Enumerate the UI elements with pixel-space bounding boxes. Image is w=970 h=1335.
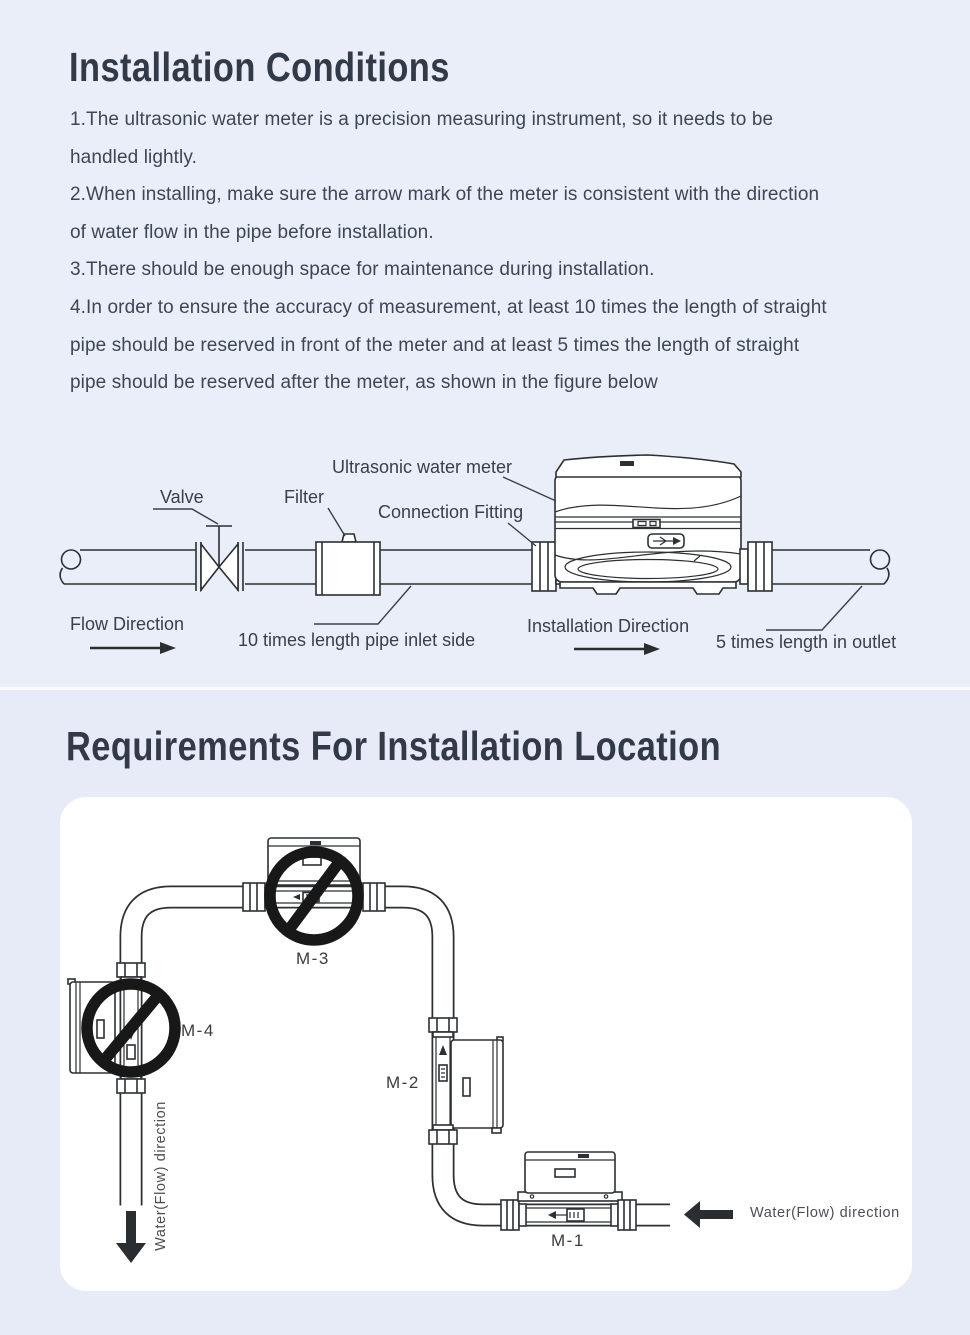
conditions-list xyxy=(70,101,920,402)
meter-m2 xyxy=(429,1018,503,1144)
water-flow-left-label: Water(Flow) direction xyxy=(750,1205,900,1221)
left-arrow-icon xyxy=(684,1201,733,1228)
installation-location-section xyxy=(0,690,970,1335)
valve-icon xyxy=(196,526,243,591)
installation-direction-label: Installation Direction xyxy=(527,616,690,636)
installation-location-title: Requirements For Installation Location xyxy=(66,723,722,769)
m4-label: M-4 xyxy=(181,1021,215,1040)
connection-fitting-right xyxy=(740,542,772,591)
installation-right-arrow-icon xyxy=(574,643,660,655)
meter-m1 xyxy=(501,1152,636,1230)
valve-label: Valve xyxy=(160,487,204,507)
filter-icon xyxy=(316,534,380,595)
filter-label: Filter xyxy=(284,487,324,507)
connection-fitting-label: Connection Fitting xyxy=(378,502,524,522)
outlet-length-label: 5 times length in outlet xyxy=(716,632,897,652)
m2-label: M-2 xyxy=(386,1073,420,1092)
condition-item-1: 1.The ultrasonic water meter is a precision measuring instrument, so it needs to be handled lightly. xyxy=(70,109,774,168)
m1-label: M-1 xyxy=(551,1231,585,1250)
installation-conditions-title: Installation Conditions xyxy=(69,44,450,90)
ultrasonic-water-meter-label: Ultrasonic water meter xyxy=(332,457,513,477)
water-meter-icon xyxy=(555,455,741,594)
pipeline-diagram xyxy=(0,430,970,686)
down-arrow-icon xyxy=(116,1211,146,1263)
installation-location-card xyxy=(60,797,912,1291)
m3-label: M-3 xyxy=(296,949,330,968)
condition-item-2: 2.When installing, make sure the arrow mark of the meter is consistent with the direction of water flow in the pipe before installation. xyxy=(70,184,820,243)
condition-item-3: 3.There should be enough space for maintenance during installation. xyxy=(70,259,655,281)
inlet-length-label: 10 times length pipe inlet side xyxy=(238,630,476,650)
condition-item-4: 4.In order to ensure the accuracy of measurement, at least 10 times the length of straight pipe should be reserved in front of the meter and at least 5 times the length of straight pipe should be reserved after the meter, as shown in the figure below xyxy=(70,296,827,394)
flow-direction-label: Flow Direction xyxy=(70,614,185,634)
right-arrow-icon xyxy=(90,642,176,654)
water-flow-down-label: Water(Flow) direction xyxy=(153,1101,169,1251)
